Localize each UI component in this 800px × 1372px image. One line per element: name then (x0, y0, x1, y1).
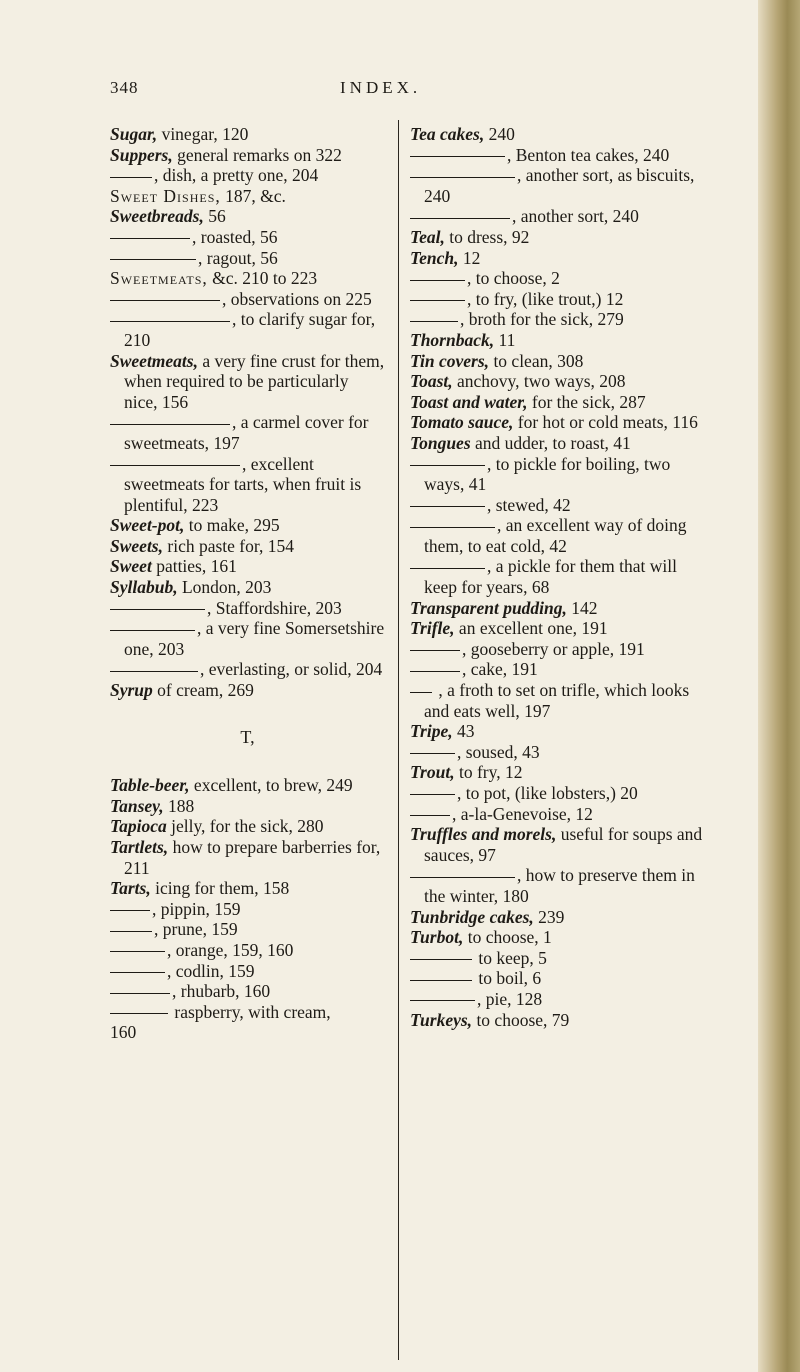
ditto-rule (410, 794, 455, 795)
index-entry (110, 515, 385, 536)
index-entry (110, 124, 385, 145)
entry-text: and udder, to roast, 41 (470, 432, 631, 453)
entry-text: , pie, 128 (477, 988, 543, 1009)
index-entry (110, 289, 385, 310)
entry-text: general remarks on 322 (172, 144, 342, 165)
index-entry (410, 515, 710, 556)
left-entries (110, 124, 385, 701)
entry-text: , excellent sweetmeats for tarts, when fruit is plentiful, 223 (124, 453, 362, 515)
entry-text: , another sort, as biscuits, 240 (424, 165, 695, 206)
entry-text: , Benton tea cakes, 240 (507, 144, 670, 165)
entry-text: to keep, 5 (474, 947, 547, 968)
entry-heading: Sweet-pot, (110, 515, 185, 536)
ditto-rule (110, 931, 152, 932)
entry-text: 240 (484, 124, 515, 144)
entry-text: a very fine crust for them, when required to be particularly nice, 156 (124, 350, 385, 412)
right-column (410, 124, 710, 1030)
entry-text: raspberry, with cream, (170, 1001, 331, 1022)
entry-text: , a froth to set on trifle, which looks and eats well, 197 (424, 680, 690, 721)
entry-text: useful for soups and sauces, 97 (424, 824, 703, 865)
index-entry (410, 268, 710, 289)
index-entry (410, 783, 710, 804)
index-entry (110, 796, 385, 817)
entry-text: , cake, 191 (462, 659, 538, 680)
index-entry (110, 412, 385, 453)
entry-text: , observations on 225 (222, 288, 372, 309)
index-entry (410, 124, 710, 145)
entry-heading: Sweetmeats, (110, 350, 198, 371)
entry-text: , a pickle for them that will keep for years, 68 (424, 556, 678, 598)
entry-heading: Transparent pudding, (410, 597, 567, 618)
entry-text: , to pickle for boiling, two ways, 41 (424, 453, 671, 495)
index-entry (110, 351, 385, 413)
entry-text: how to prepare barberries for, 211 (124, 837, 381, 878)
ditto-rule (410, 506, 485, 507)
entry-text: , another sort, 240 (512, 206, 639, 227)
entry-text: , to choose, 2 (467, 268, 560, 289)
index-entry (410, 968, 710, 989)
index-entry (410, 948, 710, 969)
entry-text: to boil, 6 (474, 968, 542, 989)
index-entry (110, 659, 385, 680)
index-entry (410, 598, 710, 619)
entry-text: 142 (566, 597, 598, 618)
entry-text: for the sick, 287 (527, 391, 646, 412)
index-entry (410, 804, 710, 825)
entry-text: excellent, to brew, 249 (189, 775, 353, 796)
entry-heading: Turbot, (410, 927, 464, 948)
ditto-rule (410, 177, 515, 178)
book-spine-edge (758, 0, 800, 1372)
entry-text: , orange, 159, 160 (167, 939, 294, 960)
index-entry (410, 309, 710, 330)
entry-text: , to clarify sugar for, 210 (124, 309, 376, 350)
entry-heading: Sweet (110, 556, 152, 577)
entry-text: an excellent one, 191 (454, 618, 608, 639)
entry-heading: Tongues (410, 432, 471, 453)
index-entry (110, 248, 385, 269)
index-entry (110, 206, 385, 227)
ditto-rule (410, 959, 472, 960)
ditto-rule (410, 568, 485, 569)
catchword-folio: 160 (110, 1022, 137, 1043)
entry-heading: Tin covers, (410, 350, 490, 371)
index-entry (410, 495, 710, 516)
ditto-rule (410, 692, 432, 693)
ditto-rule (410, 1000, 475, 1001)
index-entry (110, 940, 385, 961)
entry-text: 239 (533, 906, 565, 927)
ditto-rule (110, 630, 195, 631)
index-entry (410, 824, 710, 865)
index-entry (410, 289, 710, 310)
ditto-rule (110, 910, 150, 911)
index-entry (410, 742, 710, 763)
ditto-rule (110, 609, 205, 610)
ditto-rule (110, 671, 198, 672)
entry-heading: Tench, (410, 247, 459, 268)
entry-text: to choose, 79 (472, 1009, 570, 1030)
entry-text: icing for them, 158 (150, 878, 290, 899)
index-entry (410, 248, 710, 269)
index-entry (110, 577, 385, 598)
index-entry (410, 412, 710, 433)
entry-text: , Staffordshire, 203 (207, 597, 342, 618)
index-entry (410, 145, 710, 166)
column-divider (398, 120, 399, 1360)
entry-text: 188 (163, 795, 195, 816)
entry-text: 187, &c. (220, 185, 286, 206)
ditto-rule (410, 877, 515, 878)
entry-heading: Trifle, (410, 618, 455, 639)
ditto-rule (110, 993, 170, 994)
entry-heading: Thornback, (410, 329, 495, 350)
ditto-rule (410, 300, 465, 301)
index-entry (110, 816, 385, 837)
entry-text: , a very fine Somersetshire one, 203 (124, 618, 385, 659)
ditto-rule (410, 671, 460, 672)
index-entry (410, 659, 710, 680)
entry-text: , gooseberry or apple, 191 (462, 638, 645, 659)
index-entry (410, 1010, 710, 1031)
entry-text: , prune, 159 (154, 919, 238, 940)
index-entry (110, 556, 385, 577)
entry-heading: Teal, (410, 226, 445, 247)
entry-text: to fry, 12 (454, 762, 523, 783)
ditto-rule (410, 218, 510, 219)
index-entry (410, 907, 710, 928)
entry-heading: Tartlets, (110, 837, 169, 857)
entry-heading-caps: Sweet Dishes, (110, 185, 221, 206)
ditto-rule (110, 300, 220, 301)
entry-text: , an excellent way of doing them, to eat cold, 42 (424, 515, 687, 556)
entry-text: jelly, for the sick, 280 (166, 816, 324, 837)
left-column (110, 124, 385, 1043)
entry-heading: Tarts, (110, 878, 151, 899)
entry-text: , codlin, 159 (167, 960, 255, 981)
ditto-rule (410, 650, 460, 651)
index-entry (410, 618, 710, 639)
entry-heading: Sweets, (110, 535, 163, 556)
ditto-rule (110, 951, 165, 952)
entry-text: &c. 210 to 223 (207, 268, 318, 289)
entry-text: , dish, a pretty one, 204 (154, 165, 319, 186)
entry-heading: Tunbridge cakes, (410, 906, 534, 927)
ditto-rule (410, 465, 485, 466)
ditto-rule (410, 815, 450, 816)
ditto-rule (410, 753, 455, 754)
entry-text: , ragout, 56 (198, 247, 278, 268)
entry-text: London, 203 (177, 577, 272, 598)
entry-heading: Tomato sauce, (410, 412, 514, 433)
index-entry (110, 309, 385, 350)
right-entries (410, 124, 710, 1030)
index-entry (410, 865, 710, 906)
entry-text: 56 (203, 206, 226, 227)
index-entry (110, 618, 385, 659)
entry-heading: Syrup (110, 680, 153, 701)
entry-heading: Tansey, (110, 795, 164, 816)
entry-heading: Toast, (410, 371, 453, 392)
entry-text: , roasted, 56 (192, 226, 278, 247)
index-entry (110, 227, 385, 248)
entry-heading: Toast and water, (410, 391, 528, 412)
entry-text: 11 (494, 329, 516, 350)
index-entry (410, 227, 710, 248)
entry-heading: Truffles and morels, (410, 824, 557, 845)
entry-text: , how to preserve them in the winter, 180 (424, 865, 695, 906)
left-entries-t (110, 775, 385, 1022)
index-entry (410, 351, 710, 372)
ditto-rule (110, 177, 152, 178)
index-entry (110, 186, 385, 207)
index-entry (410, 371, 710, 392)
entry-heading: Sugar, (110, 124, 158, 144)
page-header (110, 78, 630, 100)
index-entry (110, 837, 385, 878)
entry-heading: Syllabub, (110, 577, 178, 598)
index-entry (410, 206, 710, 227)
ditto-rule (410, 980, 472, 981)
entry-text: 43 (452, 721, 475, 742)
index-entry (110, 878, 385, 899)
entry-text: to dress, 92 (444, 226, 530, 247)
ditto-rule (410, 527, 495, 528)
ditto-rule (410, 280, 465, 281)
entry-text: for hot or cold meats, 116 (513, 412, 698, 433)
ditto-rule (410, 321, 458, 322)
index-entry (110, 268, 385, 289)
index-entry (410, 330, 710, 351)
entry-heading: Tea cakes, (410, 124, 485, 144)
index-entry (410, 639, 710, 660)
index-entry (110, 165, 385, 186)
ditto-rule (110, 972, 165, 973)
index-entry (110, 981, 385, 1002)
index-entry (110, 1002, 385, 1023)
index-entry (110, 680, 385, 701)
ditto-rule (110, 321, 230, 322)
entry-text: , stewed, 42 (487, 494, 571, 515)
index-entry (410, 454, 710, 495)
ditto-rule (110, 1013, 168, 1014)
index-entry (110, 598, 385, 619)
index-entry (410, 165, 710, 206)
page-number: 348 (110, 78, 139, 97)
index-entry (110, 919, 385, 940)
entry-text: to make, 295 (184, 515, 280, 536)
index-entry (110, 961, 385, 982)
entry-text: , everlasting, or solid, 204 (200, 659, 383, 680)
entry-heading: Tripe, (410, 721, 453, 742)
index-entry (410, 556, 710, 597)
entry-heading: Suppers, (110, 144, 173, 165)
entry-heading-caps: Sweetmeats, (110, 268, 208, 289)
entry-text: , pippin, 159 (152, 898, 241, 919)
ditto-rule (410, 156, 505, 157)
index-entry (110, 454, 385, 516)
entry-text: , a carmel cover for sweetmeats, 197 (124, 412, 369, 453)
entry-text: of cream, 269 (152, 680, 254, 701)
index-entry (410, 989, 710, 1010)
entry-text: vinegar, 120 (157, 124, 249, 144)
entry-heading: Trout, (410, 762, 455, 783)
entry-text: , rhubarb, 160 (172, 981, 271, 1002)
index-entry (110, 775, 385, 796)
entry-text: patties, 161 (151, 556, 237, 577)
entry-text: to clean, 308 (489, 350, 584, 371)
section-letter: T, (240, 726, 255, 747)
index-entry (410, 680, 710, 721)
entry-heading: Tapioca (110, 816, 167, 837)
index-entry (110, 536, 385, 557)
entry-text: , to pot, (like lobsters,) 20 (457, 783, 638, 803)
entry-text: , broth for the sick, 279 (460, 309, 624, 330)
entry-heading: Turkeys, (410, 1009, 473, 1030)
ditto-rule (110, 424, 230, 425)
index-entry (410, 762, 710, 783)
running-head: INDEX. (340, 78, 422, 97)
entry-text: to choose, 1 (463, 927, 552, 948)
entry-text: rich paste for, 154 (163, 535, 294, 556)
entry-text: , soused, 43 (457, 741, 540, 762)
entry-text: anchovy, two ways, 208 (452, 371, 626, 392)
index-entry (110, 899, 385, 920)
index-entry (410, 927, 710, 948)
index-entry (410, 433, 710, 454)
ditto-rule (110, 238, 190, 239)
index-entry (410, 392, 710, 413)
ditto-rule (110, 259, 196, 260)
ditto-rule (110, 465, 240, 466)
entry-heading: Table-beer, (110, 775, 190, 796)
entry-text: 12 (458, 247, 481, 268)
index-entry (110, 145, 385, 166)
index-entry (410, 721, 710, 742)
entry-heading: Sweetbreads, (110, 206, 204, 227)
entry-text: , to fry, (like trout,) 12 (467, 288, 624, 309)
entry-text: , a-la-Genevoise, 12 (452, 803, 593, 824)
